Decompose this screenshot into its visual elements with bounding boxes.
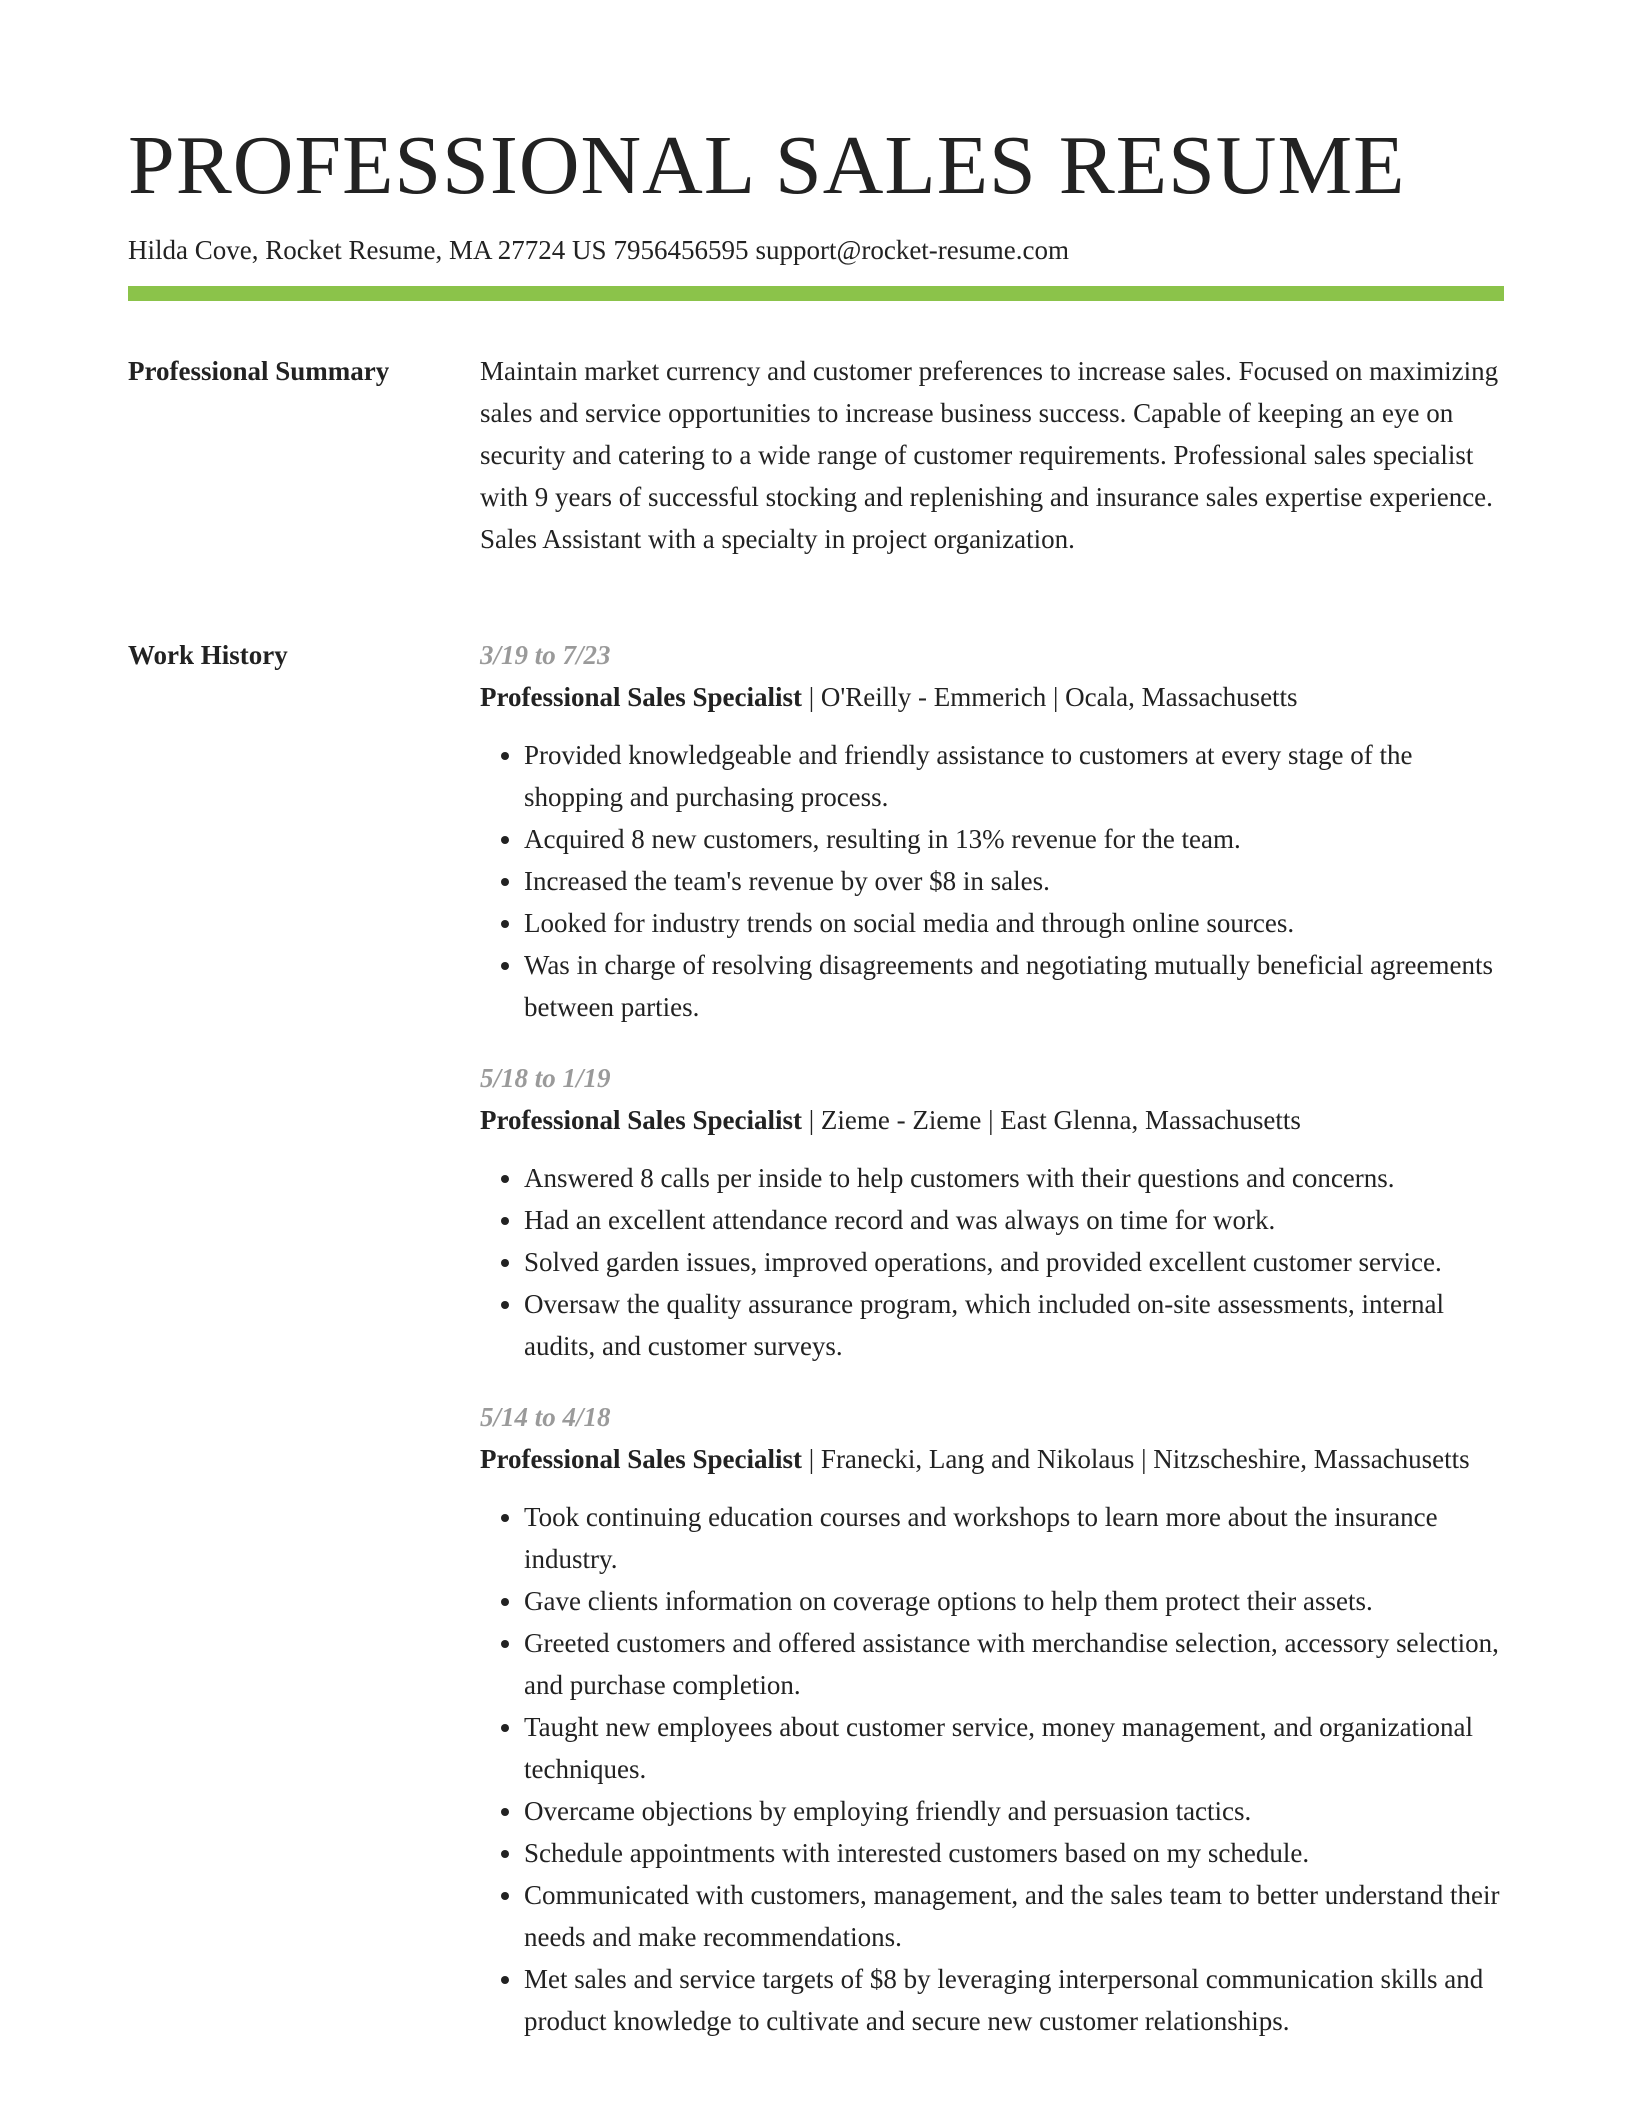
job-dates: 5/18 to 1/19: [480, 1063, 611, 1093]
contact-address: Hilda Cove, Rocket Resume, MA 27724 US: [128, 235, 607, 265]
job-bullet: • Answered 8 calls per inside to help customers with their questions and concerns.: [524, 1157, 1504, 1199]
separator: |: [1052, 682, 1059, 712]
job-bullet: • Had an excellent attendance record and was always on time for work.: [524, 1199, 1504, 1241]
job-bullet: • Oversaw the quality assurance program, which included on-site assessments, internal audits, and customer surveys.: [524, 1283, 1504, 1367]
job-bullet: • Gave clients information on coverage options to help them protect their assets.: [524, 1580, 1504, 1622]
job-company: O'Reilly - Emmerich: [820, 682, 1047, 712]
job-title: Professional Sales Specialist: [480, 682, 803, 712]
section-label-summary: Professional Summary: [128, 356, 390, 386]
job-bullet: • Schedule appointments with interested customers based on my schedule.: [524, 1832, 1504, 1874]
job-location: Ocala, Massachusetts: [1065, 682, 1298, 712]
summary-text: Maintain market currency and customer preferences to increase sales. Focused on maximizing sales and service opportunities to increase business success. Capable of keeping an eye on security and catering to a wide range of customer requirements. Professional sales specialist with 9 years of successful stocking and replenishing and insurance sales expertise experience. Sales Assistant with a specialty in project organization.: [480, 356, 1499, 554]
job-dates: 5/14 to 4/18: [480, 1402, 611, 1432]
section-label-work-history: Work History: [128, 640, 288, 670]
job-bullet: • Met sales and service targets of $8 by leveraging interpersonal communication skills and product knowledge to cultivate and secure new customer relationships.: [524, 1958, 1504, 2042]
job-bullet: • Increased the team's revenue by over $8 in sales.: [524, 860, 1504, 902]
contact-email: support@rocket-resume.com: [755, 235, 1070, 265]
job-header: [480, 1099, 1504, 1141]
job-location: Nitzscheshire, Massachusetts: [1153, 1444, 1470, 1474]
job-bullet: • Taught new employees about customer service, money management, and organizational techniques.: [524, 1706, 1504, 1790]
separator: |: [808, 1444, 815, 1474]
job-entry: [480, 1057, 1504, 1367]
separator: |: [808, 682, 815, 712]
job-bullet: • Was in charge of resolving disagreements and negotiating mutually beneficial agreements between parties.: [524, 944, 1504, 1028]
job-company: Zieme - Zieme: [820, 1105, 982, 1135]
separator: |: [808, 1105, 815, 1135]
job-entry: [480, 1396, 1504, 2042]
job-location: East Glenna, Massachusetts: [1000, 1105, 1301, 1135]
job-bullets: [480, 1496, 1504, 2042]
resume-title: PROFESSIONAL SALES RESUME: [128, 119, 1406, 212]
job-bullet: • Provided knowledgeable and friendly assistance to customers at every stage of the shopping and purchasing process.: [524, 734, 1504, 818]
job-bullet: • Took continuing education courses and workshops to learn more about the insurance industry.: [524, 1496, 1504, 1580]
header-divider: [128, 286, 1504, 301]
job-header: [480, 676, 1504, 718]
job-bullet: • Solved garden issues, improved operations, and provided excellent customer service.: [524, 1241, 1504, 1283]
job-bullet: • Acquired 8 new customers, resulting in 13% revenue for the team.: [524, 818, 1504, 860]
job-bullet: • Overcame objections by employing friendly and persuasion tactics.: [524, 1790, 1504, 1832]
job-title: Professional Sales Specialist: [480, 1444, 803, 1474]
separator: |: [988, 1105, 994, 1135]
contact-line: [128, 232, 1069, 268]
job-bullet: • Greeted customers and offered assistance with merchandise selection, accessory selection, and purchase completion.: [524, 1622, 1504, 1706]
job-company: Franecki, Lang and Nikolaus: [820, 1444, 1135, 1474]
job-entry: [480, 634, 1504, 1028]
job-bullet: • Communicated with customers, management, and the sales team to better understand their needs and make recommendations.: [524, 1874, 1504, 1958]
job-title: Professional Sales Specialist: [480, 1105, 803, 1135]
job-bullets: [480, 734, 1504, 1028]
work-history-list: [480, 634, 1504, 2071]
separator: |: [1141, 1444, 1147, 1474]
job-header: [480, 1438, 1504, 1480]
job-bullet: • Looked for industry trends on social media and through online sources.: [524, 902, 1504, 944]
job-dates: 3/19 to 7/23: [480, 640, 611, 670]
job-bullets: [480, 1157, 1504, 1367]
contact-phone: 7956456595: [613, 235, 749, 265]
